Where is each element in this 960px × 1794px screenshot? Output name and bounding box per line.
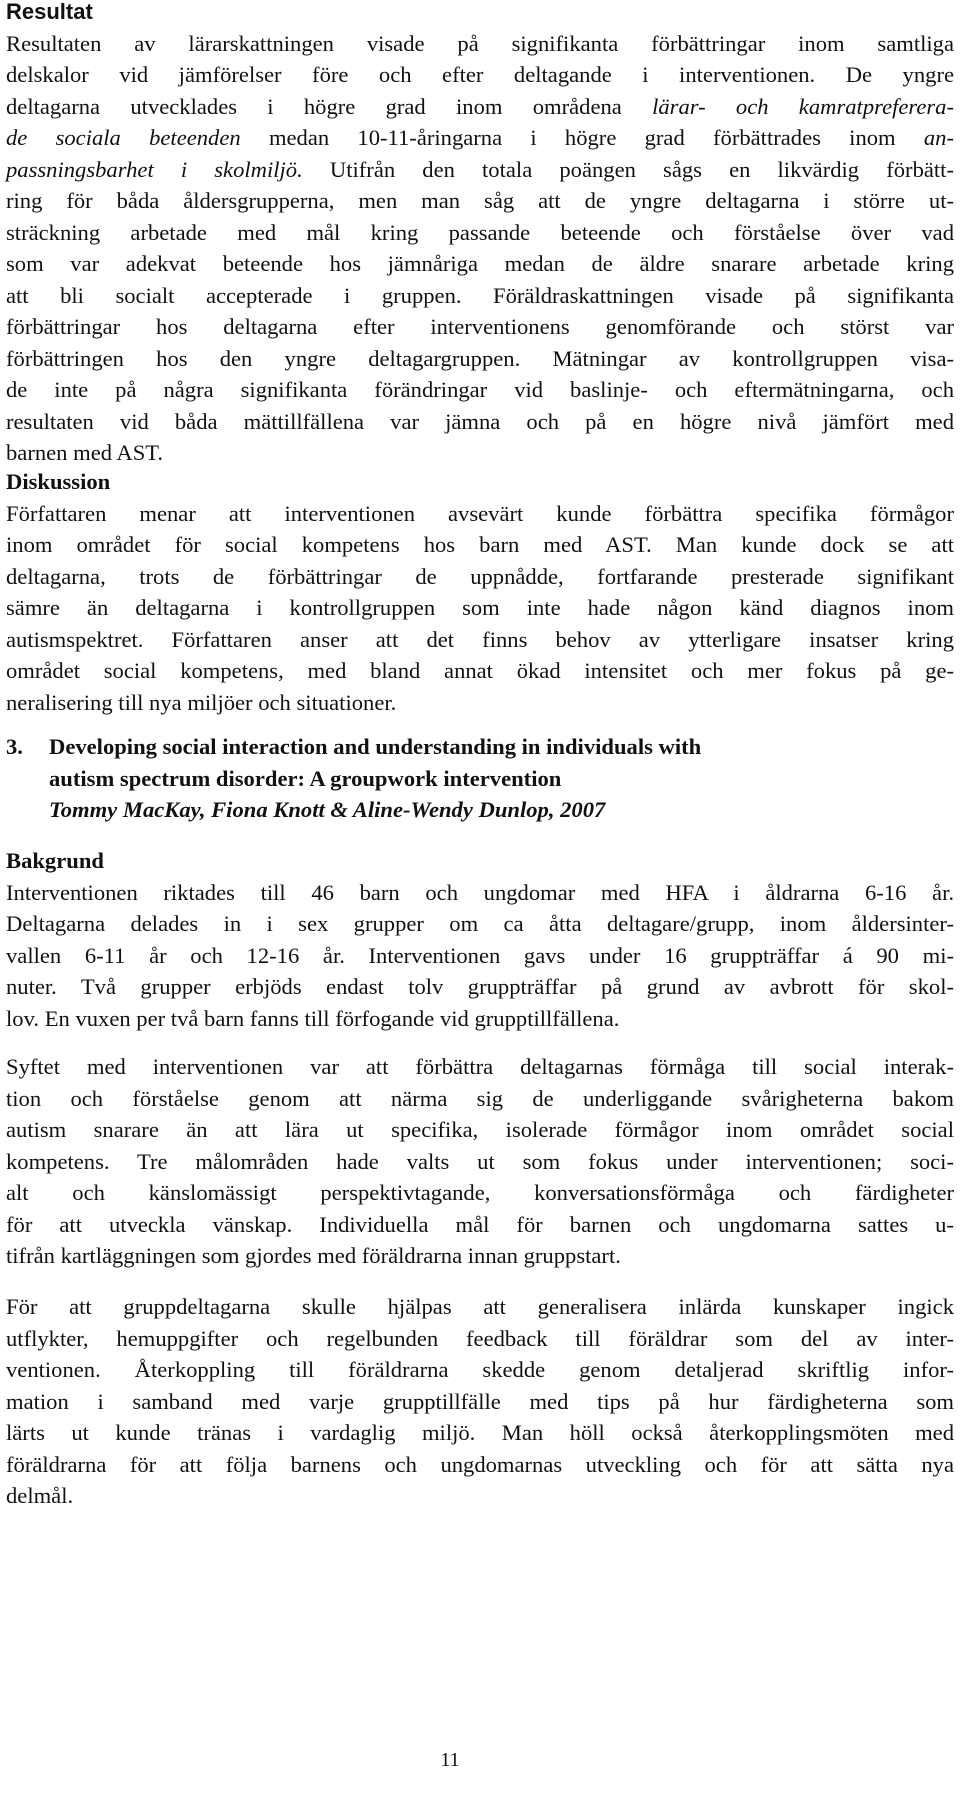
text-line: lärts ut kunde tränas i vardaglig miljö. Man höll också återkopplingsmöten med <box>6 1420 954 1445</box>
text-line: lov. En vuxen per två barn fanns till förfogande vid grupptillfällena. <box>6 1005 620 1031</box>
text-line: de inte på några signifikanta förändringar vid baslinje- och eftermätningarna, och <box>6 377 954 402</box>
bakgrund-paragraph-2 <box>6 1051 954 1272</box>
text-line: sträckning arbetade med mål kring passande beteende och förståelse över vad <box>6 219 954 245</box>
text-line: Syftet med interventionen var att förbättra deltagarnas förmåga till social interak- <box>6 1054 954 1079</box>
bakgrund-paragraph-3 <box>6 1291 954 1512</box>
heading-diskussion: Diskussion <box>6 469 111 494</box>
text-line: vallen 6-11 år och 12-16 år. Interventionen gavs under 16 gruppträffar á 90 mi- <box>6 942 954 968</box>
text-line: som var adekvat beteende hos jämnåriga medan de äldre snarare arbetade kring <box>6 251 954 276</box>
text-line: autismspektret. Författaren anser att det finns behov av ytterligare insatser kring <box>6 626 954 652</box>
section-diskussion <box>6 466 954 718</box>
text-line: utflykter, hemuppgifter och regelbunden feedback till föräldrar som del av inter- <box>6 1325 954 1351</box>
diskussion-paragraph <box>6 498 954 719</box>
text-line: tifrån kartläggningen som gjordes med föräldrarna innan gruppstart. <box>6 1243 621 1268</box>
study-header <box>6 731 954 826</box>
text-line: inom området för social kompetens hos barn med AST. Man kunde dock se att <box>6 532 954 557</box>
page-number: 11 <box>440 1749 460 1771</box>
italic-text: an- <box>923 125 954 150</box>
text-line: att bli socialt accepterade i gruppen. Föräldraskattningen visade på signifikanta <box>6 282 954 308</box>
text-line: deltagarna, trots de förbättringar de uppnådde, fortfarande presterade signifikant <box>6 563 954 589</box>
text-line: Interventionen riktades till 46 barn och ungdomar med HFA i åldrarna 6-16 år. <box>6 879 954 905</box>
text-line: nuter. Två grupper erbjöds endast tolv gruppträffar på grund av avbrott för skol- <box>6 974 954 999</box>
text-line: förbättringar hos deltagarna efter interventionens genomförande och störst var <box>6 314 954 339</box>
text-line: För att gruppdeltagarna skulle hjälpas att generalisera inlärda kunskaper ingick <box>6 1294 954 1319</box>
heading-resultat: Resultat <box>6 0 93 24</box>
text-line: deltagarna utvecklades i högre grad inom områdena lärar- och kamratpreferera- <box>6 93 954 119</box>
text-line: kompetens. Tre målområden hade valts ut som fokus under interventionen; soci- <box>6 1148 954 1174</box>
section-bakgrund <box>6 845 954 1034</box>
text-line: delmål. <box>6 1483 74 1508</box>
heading-bakgrund: Bakgrund <box>6 848 104 873</box>
text-line: barnen med AST. <box>6 440 164 465</box>
text-line: Resultaten av lärarskattningen visade på signifikanta förbättringar inom samtliga <box>6 30 954 56</box>
text-line: tion och förståelse genom att närma sig de underliggande svårigheterna bakom <box>6 1085 954 1111</box>
italic-text: de sociala beteenden <box>6 125 241 150</box>
italic-text: passningsbarhet i skolmiljö. <box>6 156 303 182</box>
text-line: föräldrarna för att följa barnens och ungdomarnas utveckling och för att sätta nya <box>6 1451 954 1477</box>
study-authors: Tommy MacKay, Fiona Knott & Aline-Wendy Dunlop, 2007 <box>49 797 606 822</box>
italic-text: lärar- och kamratpreferera- <box>652 93 954 119</box>
text-line: förbättringen hos den yngre deltagargruppen. Mätningar av kontrollgruppen visa- <box>6 345 954 371</box>
bakgrund-paragraph-1 <box>6 877 954 1035</box>
study-title-line-2: autism spectrum disorder: A groupwork intervention <box>49 765 562 791</box>
text-line: ventionen. Återkoppling till föräldrarna skedde genom detaljerad skriftlig infor- <box>6 1357 954 1382</box>
study-title-line-1: Developing social interaction and understanding in individuals with <box>49 734 702 759</box>
study-number: 3. <box>6 734 23 759</box>
text-line: autism snarare än att lära ut specifika, isolerade förmågor inom området social <box>6 1117 954 1142</box>
text-line: mation i samband med varje grupptillfälle med tips på hur färdigheterna som <box>6 1388 954 1414</box>
text-line: sämre än deltagarna i kontrollgruppen som inte hade någon känd diagnos inom <box>6 595 954 620</box>
text-line: ring för båda åldersgrupperna, men man såg att de yngre deltagarna i större ut- <box>6 188 954 213</box>
text-line: resultaten vid båda mättillfällena var jämna och på en högre nivå jämfört med <box>6 408 954 434</box>
text-line: delskalor vid jämförelser före och efter deltagande i interventionen. De yngre <box>6 62 954 87</box>
section-resultat <box>6 0 954 469</box>
text-line: Författaren menar att interventionen avsevärt kunde förbättra specifika förmågor <box>6 500 954 526</box>
text-line: alt och känslomässigt perspektivtagande, konversationsförmåga och färdigheter <box>6 1180 954 1205</box>
text-line: de sociala beteenden medan 10-11-åringarna i högre grad förbättrades inom an- <box>6 125 954 150</box>
text-line: passningsbarhet i skolmiljö. Utifrån den totala poängen sågs en likvärdig förbätt- <box>6 156 954 182</box>
text-line: området social kompetens, med bland annat ökad intensitet och mer fokus på ge- <box>6 658 954 683</box>
text-line: för att utveckla vänskap. Individuella mål för barnen och ungdomarna sattes u- <box>6 1211 954 1237</box>
resultat-paragraph <box>6 28 954 469</box>
text-line: Deltagarna delades in i sex grupper om ca åtta deltagare/grupp, inom åldersinter- <box>6 911 954 936</box>
text-line: neralisering till nya miljöer och situationer. <box>6 689 397 715</box>
